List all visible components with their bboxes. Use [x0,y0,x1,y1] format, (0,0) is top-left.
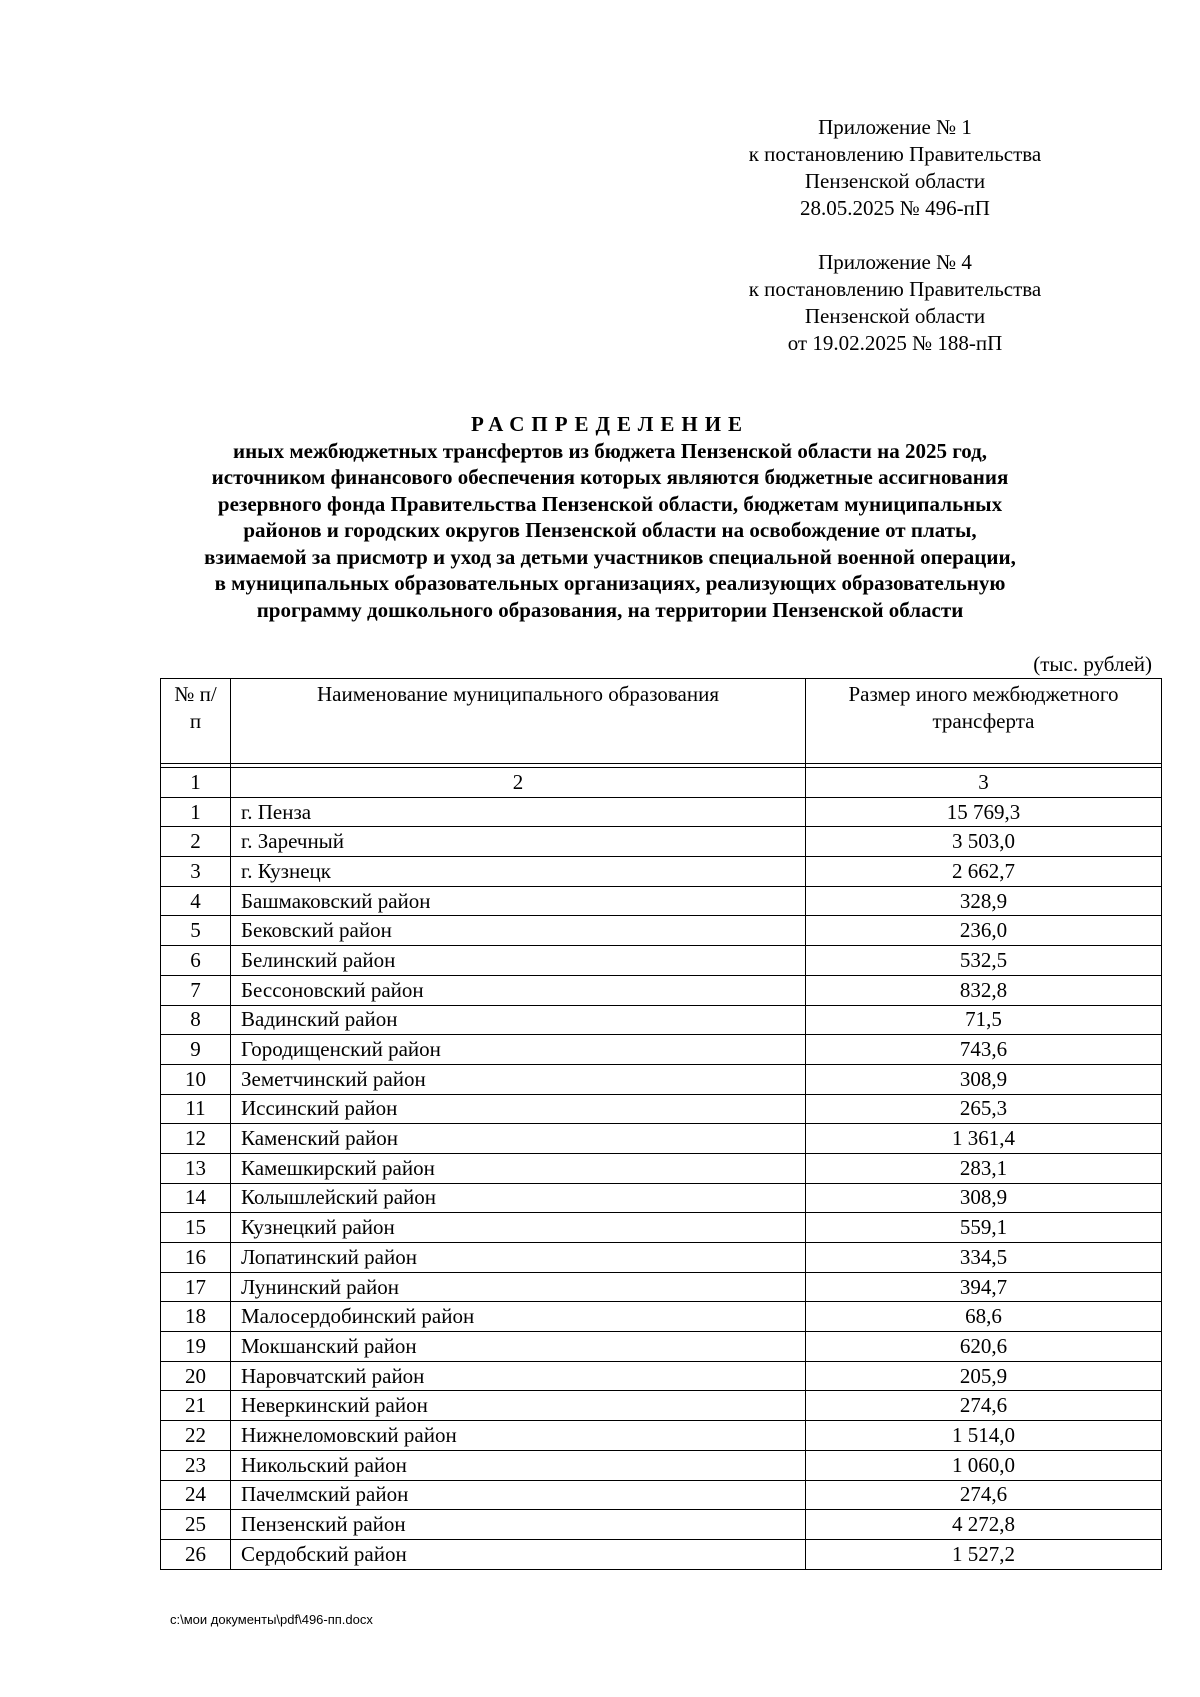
appendix-2-line: к постановлению Правительства [748,277,1042,301]
municipality-name: Лопатинский район [231,1243,806,1273]
table-row [161,1361,1162,1391]
table-row [161,975,1162,1005]
appendix-1-line: Приложение № 1 [818,115,972,139]
title-line: районов и городских округов Пензенской области на освобождение от платы, [243,518,977,542]
transfer-amount: 308,9 [806,1183,1162,1213]
row-number: 9 [161,1035,231,1065]
file-path-footer: c:\мои документы\pdf\496-пп.docx [170,1612,373,1627]
transfer-amount: 308,9 [806,1064,1162,1094]
appendix-2-line: Приложение № 4 [818,250,972,274]
row-number: 16 [161,1243,231,1273]
transfer-amount: 394,7 [806,1272,1162,1302]
table-row [161,1480,1162,1510]
row-number: 6 [161,946,231,976]
row-number: 26 [161,1539,231,1569]
row-number: 3 [161,857,231,887]
transfer-amount: 283,1 [806,1153,1162,1183]
title-line: резервного фонда Правительства Пензенской области, бюджетам муниципальных [217,491,1003,516]
title-line: источником финансового обеспечения которых являются бюджетные ассигнования [211,465,1009,489]
municipality-name: Пачелмский район [231,1480,806,1510]
municipality-name: Лунинский район [231,1272,806,1302]
title-line: взимаемой за присмотр и уход за детьми участников специальной военной операции, [204,544,1016,569]
transfer-amount: 3 503,0 [806,827,1162,857]
table-row [161,1510,1162,1540]
column-number-row [161,768,1162,798]
municipality-name: Башмаковский район [231,886,806,916]
header-value: Размер иного межбюджетного трансферта [806,679,1162,764]
units-label: (тыс. рублей) [1033,652,1152,676]
appendix-2-line: от 19.02.2025 № 188-пП [787,331,1003,355]
row-number: 13 [161,1153,231,1183]
title-line: в муниципальных образовательных организациях, реализующих образовательную [214,571,1006,595]
title-line: программу дошкольного образования, на территории Пензенской области [256,597,964,622]
table-row [161,827,1162,857]
table-header-row [161,679,1162,764]
table-row [161,1302,1162,1332]
municipality-name: Малосердобинский район [231,1302,806,1332]
row-number: 5 [161,916,231,946]
appendix-1-line: Пензенской области [804,169,986,193]
title-line: иных межбюджетных трансфертов из бюджета Пензенской области на 2025 год, [232,438,988,463]
transfer-amount: 2 662,7 [806,857,1162,887]
municipality-name: г. Кузнецк [231,857,806,887]
transfer-amount: 1 514,0 [806,1421,1162,1451]
row-number: 8 [161,1005,231,1035]
municipality-name: Неверкинский район [231,1391,806,1421]
transfer-amount: 68,6 [806,1302,1162,1332]
row-number: 18 [161,1302,231,1332]
transfer-amount: 559,1 [806,1213,1162,1243]
municipality-name: Сердобский район [231,1539,806,1569]
transfer-amount: 236,0 [806,916,1162,946]
transfer-amount: 1 060,0 [806,1450,1162,1480]
municipality-name: Колышлейский район [231,1183,806,1213]
appendix-2-header [665,249,1125,357]
municipality-name: Каменский район [231,1124,806,1154]
row-number: 11 [161,1094,231,1124]
municipality-name: Бековский район [231,916,806,946]
appendix-1-line: к постановлению Правительства [748,142,1042,166]
table-row [161,1272,1162,1302]
header-num: № п/п [161,679,231,764]
municipality-name: г. Пенза [231,797,806,827]
transfer-amount: 4 272,8 [806,1510,1162,1540]
municipality-name: Белинский район [231,946,806,976]
header-name: Наименование муниципального образования [231,679,806,764]
municipality-name: Иссинский район [231,1094,806,1124]
row-number: 19 [161,1332,231,1362]
transfer-amount: 832,8 [806,975,1162,1005]
row-number: 7 [161,975,231,1005]
municipality-name: Городищенский район [231,1035,806,1065]
municipality-name: Нижнеломовский район [231,1421,806,1451]
appendix-1-line: 28.05.2025 № 496-пП [800,196,990,220]
table-row [161,857,1162,887]
row-number: 14 [161,1183,231,1213]
table-row [161,797,1162,827]
municipality-name: Мокшанский район [231,1332,806,1362]
table-row [161,946,1162,976]
row-number: 17 [161,1272,231,1302]
table-row [161,1064,1162,1094]
municipality-name: Земетчинский район [231,1064,806,1094]
municipality-name: Камешкирский район [231,1153,806,1183]
table-row [161,1539,1162,1569]
row-number: 23 [161,1450,231,1480]
municipality-name: Никольский район [231,1450,806,1480]
appendix-1-header [665,114,1125,222]
municipality-name: Бессоновский район [231,975,806,1005]
row-number: 10 [161,1064,231,1094]
transfer-amount: 532,5 [806,946,1162,976]
transfer-amount: 334,5 [806,1243,1162,1273]
row-number: 15 [161,1213,231,1243]
table-row [161,1005,1162,1035]
row-number: 21 [161,1391,231,1421]
table-row [161,1243,1162,1273]
municipality-name: Кузнецкий район [231,1213,806,1243]
column-number: 3 [806,768,1162,798]
municipality-name: г. Заречный [231,827,806,857]
row-number: 12 [161,1124,231,1154]
transfer-amount: 274,6 [806,1391,1162,1421]
title-main: РАСПРЕДЕЛЕНИЕ [470,412,750,436]
document-title [110,411,1110,623]
table-row [161,886,1162,916]
table-row [161,1391,1162,1421]
transfer-amount: 205,9 [806,1361,1162,1391]
municipality-name: Пензенский район [231,1510,806,1540]
municipality-name: Вадинский район [231,1005,806,1035]
transfer-table [160,678,1162,1570]
transfer-amount: 71,5 [806,1005,1162,1035]
transfer-amount: 743,6 [806,1035,1162,1065]
row-number: 4 [161,886,231,916]
row-number: 2 [161,827,231,857]
appendix-2-line: Пензенской области [804,304,986,328]
row-number: 25 [161,1510,231,1540]
table-row [161,1153,1162,1183]
transfer-amount: 274,6 [806,1480,1162,1510]
table-row [161,1094,1162,1124]
table-row [161,1124,1162,1154]
row-number: 24 [161,1480,231,1510]
column-number: 2 [231,768,806,798]
transfer-amount: 265,3 [806,1094,1162,1124]
transfer-amount: 328,9 [806,886,1162,916]
table-row [161,1183,1162,1213]
table-row [161,1421,1162,1451]
table-row [161,1450,1162,1480]
row-number: 22 [161,1421,231,1451]
municipality-name: Наровчатский район [231,1361,806,1391]
row-number: 1 [161,797,231,827]
row-number: 20 [161,1361,231,1391]
table-row [161,1332,1162,1362]
transfer-amount: 15 769,3 [806,797,1162,827]
transfer-amount: 620,6 [806,1332,1162,1362]
table-row [161,1035,1162,1065]
table-row [161,916,1162,946]
column-number: 1 [161,768,231,798]
table-row [161,1213,1162,1243]
transfer-amount: 1 527,2 [806,1539,1162,1569]
transfer-amount: 1 361,4 [806,1124,1162,1154]
